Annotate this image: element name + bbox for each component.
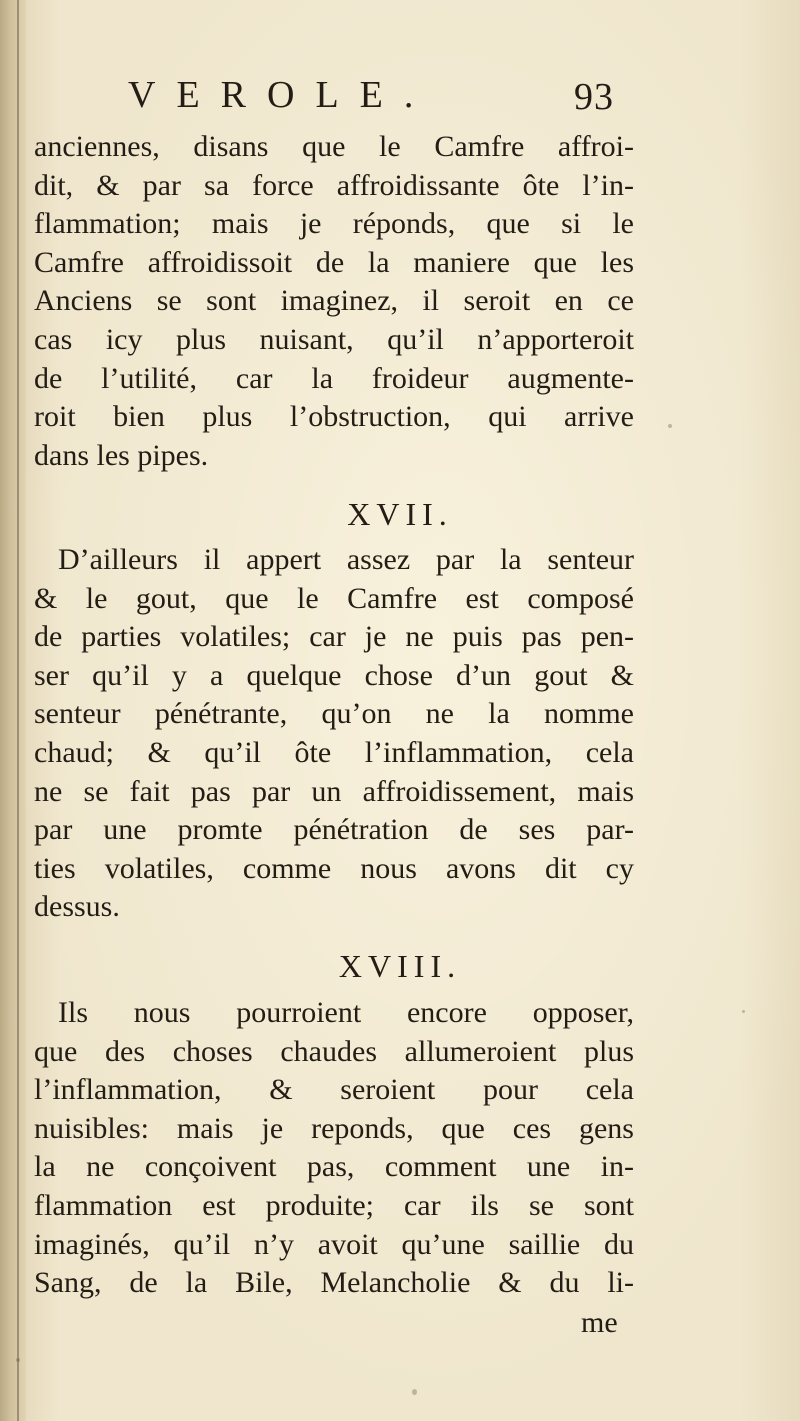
text-line: l’inflammation, & seroient pour cela	[34, 1073, 634, 1107]
text-line: par une promte pénétration de ses par-	[34, 813, 634, 847]
text-line: Camfre affroidissoit de la maniere que les	[34, 245, 634, 279]
page-gutter	[0, 0, 26, 1421]
text-line: dessus.	[34, 890, 120, 924]
section-xvii-paragraph	[34, 541, 634, 927]
section-heading-xviii: XVIII.	[338, 948, 462, 984]
text-line: de l’utilité, car la froideur augmente-	[34, 361, 634, 395]
text-line: Anciens se sont imaginez, il seroit en ce	[34, 284, 634, 318]
text-line: de parties volatiles; car je ne puis pas pen-	[34, 620, 634, 654]
text-line: D’ailleurs il appert assez par la senteur	[58, 543, 634, 576]
text-line: imaginés, qu’il n’y avoit qu’une saillie du	[34, 1227, 634, 1261]
text-line: dans les pipes.	[34, 438, 209, 472]
text-line: cas icy plus nuisant, qu’il n’apporteroit	[34, 322, 634, 356]
page-header	[128, 70, 628, 120]
text-line: ties volatiles, comme nous avons dit cy	[34, 851, 634, 885]
text-line: flammation est produite; car ils se sont	[34, 1188, 634, 1222]
text-line: nuisibles: mais je reponds, que ces gens	[34, 1111, 634, 1145]
text-line: ser qu’il y a quelque chose d’un gout &	[34, 658, 634, 692]
section-heading-xvii: XVII.	[347, 496, 453, 532]
text-line: senteur pénétrante, qu’on ne la nomme	[34, 697, 634, 731]
text-line: la ne conçoivent pas, comment une in-	[34, 1150, 634, 1184]
text-line: que des choses chaudes allumeroient plus	[34, 1034, 634, 1068]
text-line: Sang, de la Bile, Melancholie & du li-	[34, 1266, 634, 1300]
catchword: me	[581, 1306, 618, 1339]
running-head: VEROLE.	[128, 74, 435, 116]
paragraph-continuation	[34, 128, 634, 475]
page-number: 93	[574, 76, 614, 118]
text-line: ne se fait pas par un affroidissement, mais	[34, 774, 634, 808]
section-xviii-paragraph	[34, 994, 634, 1303]
text-line: chaud; & qu’il ôte l’inflammation, cela	[34, 735, 634, 769]
text-line: roit bien plus l’obstruction, qui arrive	[34, 400, 634, 434]
text-line: flammation; mais je réponds, que si le	[34, 207, 634, 241]
binding-edge-line	[17, 0, 19, 1421]
text-line: dit, & par sa force affroidissante ôte l’in-	[34, 168, 634, 202]
text-line: & le gout, que le Camfre est composé	[34, 581, 634, 615]
text-line: anciennes, disans que le Camfre affroi-	[34, 130, 634, 163]
text-line: Ils nous pourroient encore opposer,	[58, 996, 634, 1029]
